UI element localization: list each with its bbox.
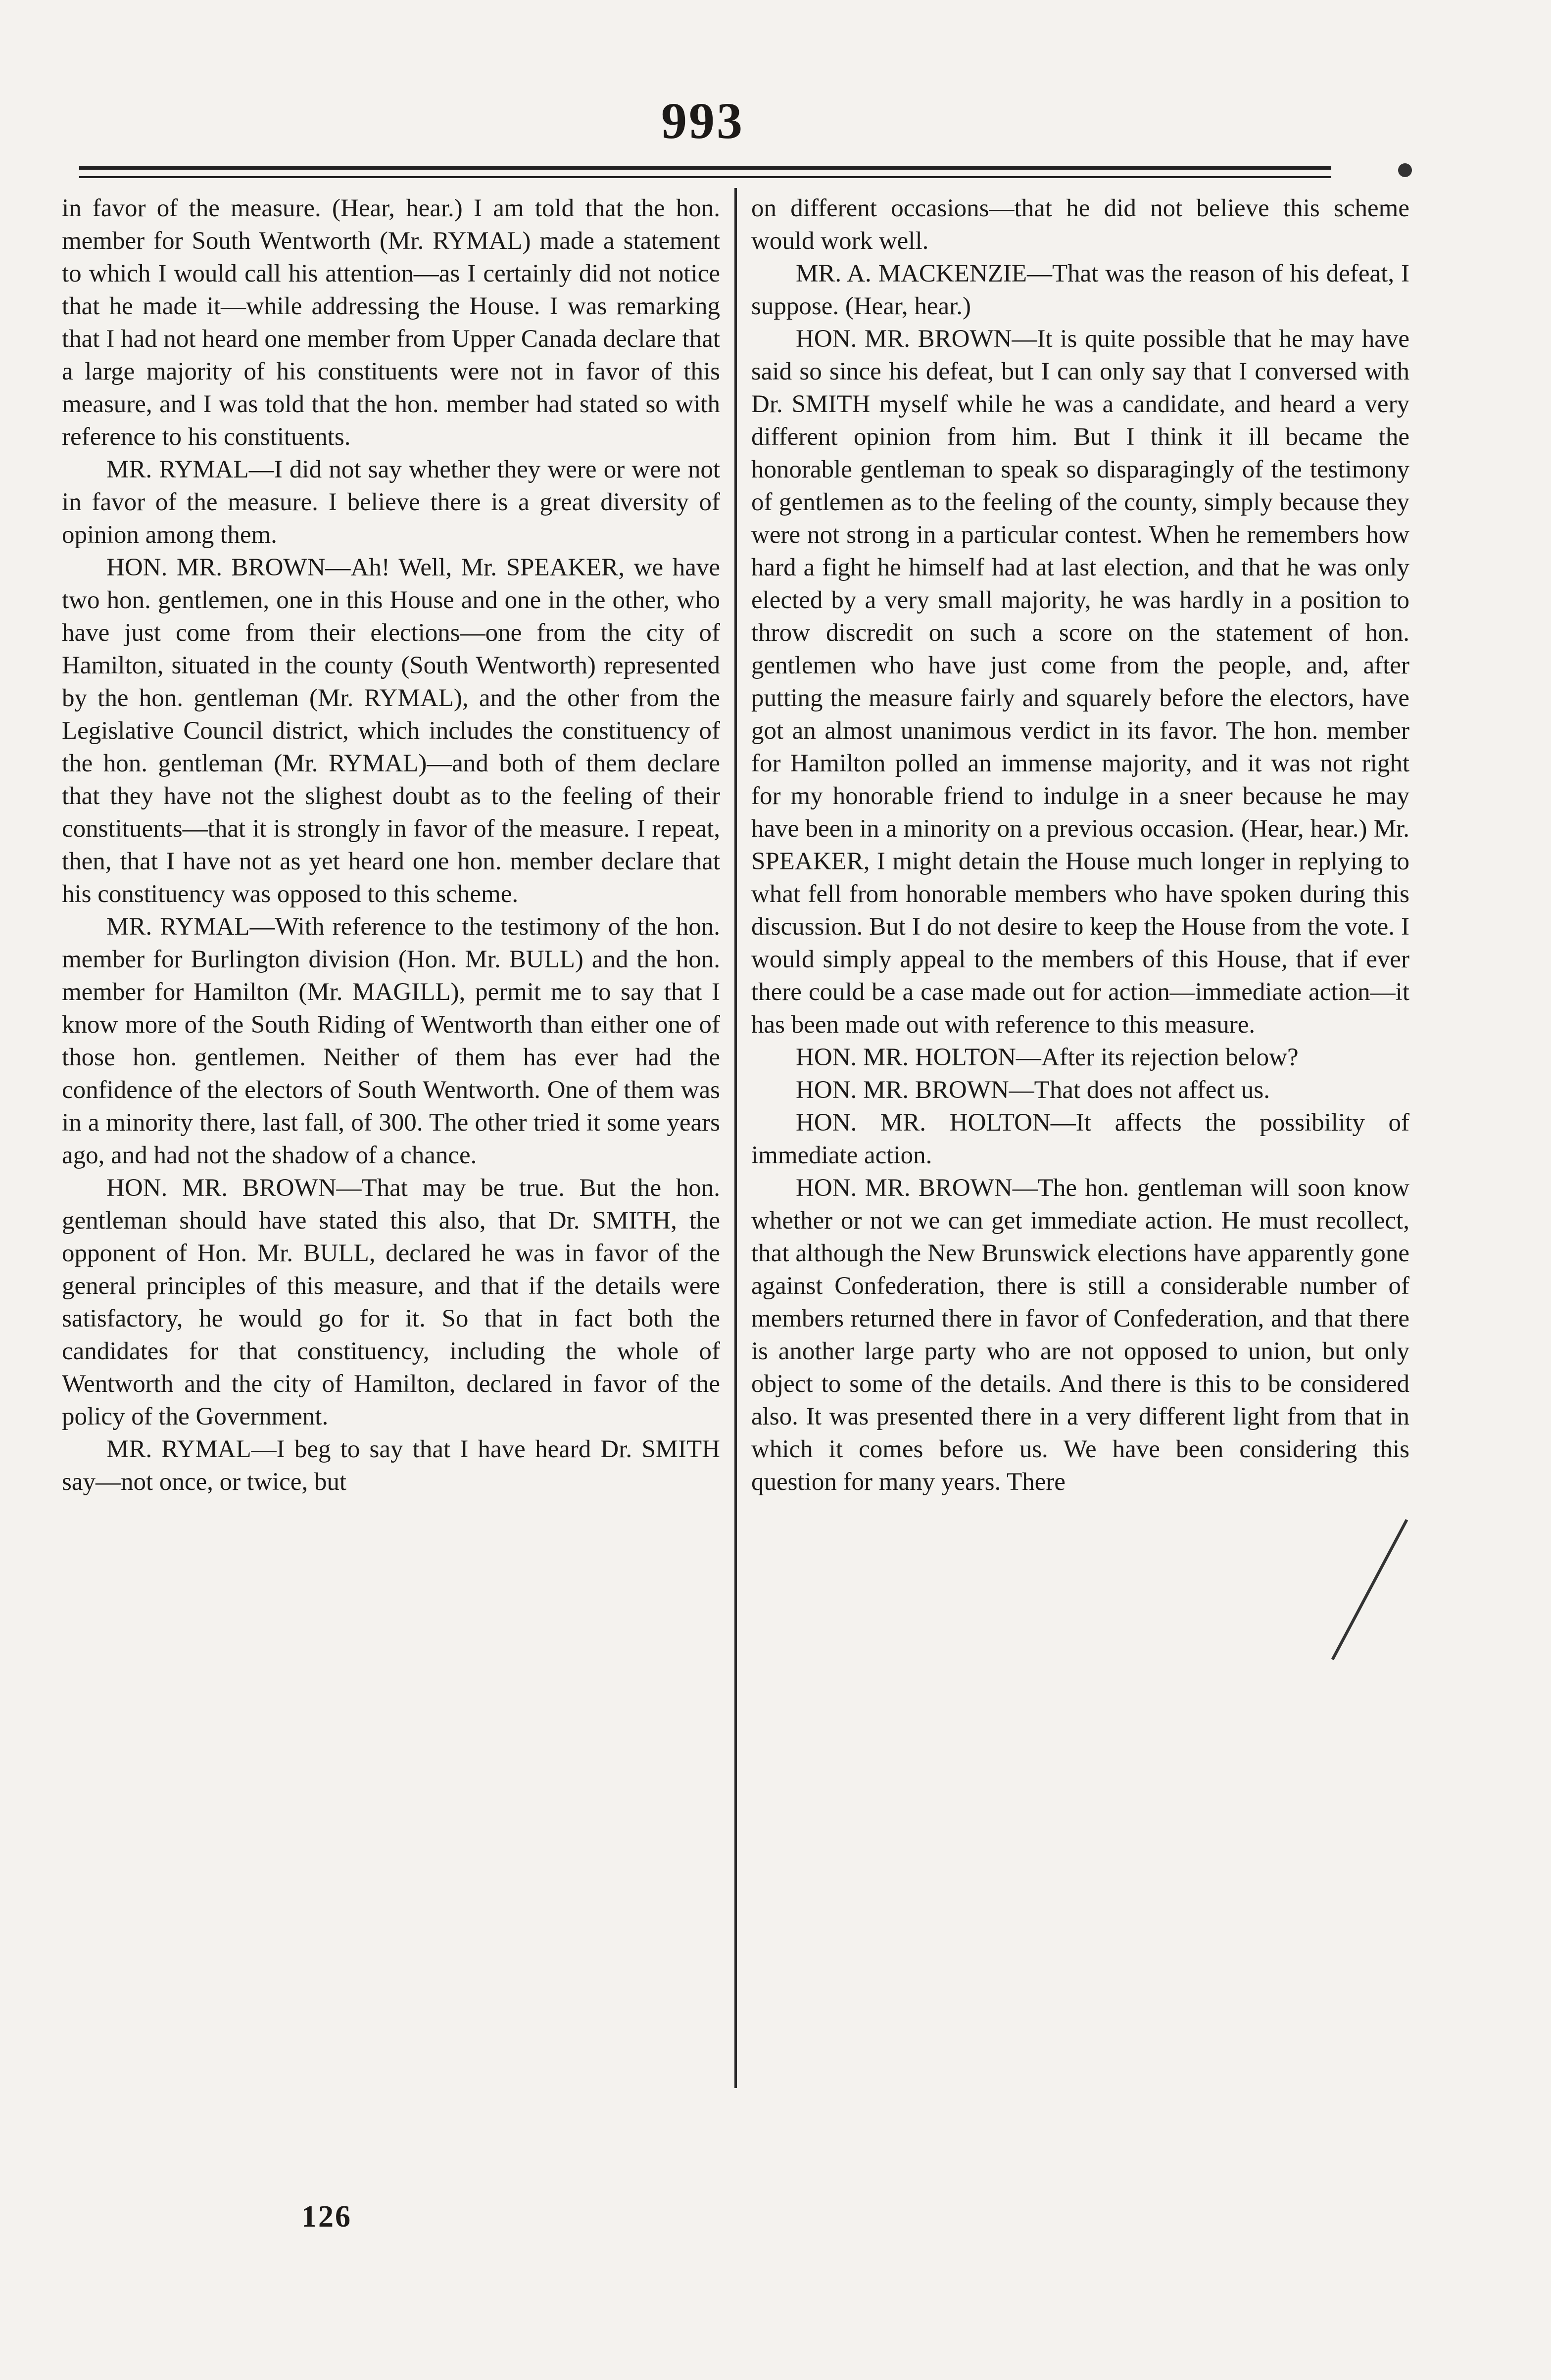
paragraph: in favor of the measure. (Hear, hear.) I am told that the hon. member for South Wentworth (Mr. RYMAL) made a statement to which I would call his attention—as I certainly did not notice that he made it—while addressing the House. I was remarking that I had not heard one member from Upper Canada declare that a large majority of his constituents were not in favor of this measure, and I was told that the hon. member had stated so with reference to his constituents. — [62, 194, 720, 451]
paragraph: MR. RYMAL—With reference to the testimony of the hon. member for Burlington division (Hon. Mr. BULL) and the hon. member for Hamilton (Mr. MAGILL), permit me to say that I know more of the South Riding of Wentworth than either one of those hon. gentlemen. Neither of them has ever had the confidence of the electors of South Wentworth. One of them was in a minority there, last fall, of 300. The other tried it some years ago, and had not the shadow of a chance. — [62, 913, 720, 1169]
paragraph: HON. MR. BROWN—That does not affect us. — [796, 1076, 1270, 1104]
paragraph: HON. MR. BROWN—The hon. gentleman will soon know whether or not we can get immediate action. He must recollect, that although the New Brunswick elections have apparently gone against Confederation, there is still a considerable number of members returned there in favor of Confederation, and that there is another large party who are not opposed to union, but only object to some of the details. And there is this to be considered also. It was presented there in a very different light from that in which it comes before us. We have been considering this question for many years. There — [751, 1174, 1409, 1496]
paragraph: HON. MR. HOLTON—It affects the possibility of immediate action. — [751, 1109, 1409, 1169]
ink-blot — [1398, 163, 1412, 177]
paragraph: MR. RYMAL—I beg to say that I have heard Dr. SMITH say—not once, or twice, but — [62, 1435, 720, 1496]
paragraph: on different occasions—that he did not believe this scheme would work well. — [751, 194, 1409, 255]
left-column — [62, 192, 720, 1498]
paragraph: HON. MR. HOLTON—After its rejection below? — [796, 1044, 1299, 1071]
margin-pen-stroke — [1331, 1519, 1408, 1660]
paragraph: HON. MR. BROWN—That may be true. But the hon. gentleman should have stated this also, that Dr. SMITH, the opponent of Hon. Mr. BULL, declared he was in favor of the general principles of this measure, and that if the details were satisfactory, he would go for it. So that in fact both the candidates for that constituency, including the whole of Wentworth and the city of Hamilton, declared in favor of the policy of the Government. — [62, 1174, 720, 1430]
right-column — [751, 192, 1409, 1498]
header-rule-thin — [79, 176, 1331, 178]
paragraph: HON. MR. BROWN—Ah! Well, Mr. SPEAKER, we have two hon. gentlemen, one in this House and one in the other, who have just come from their elections—one from the city of Hamilton, situated in the county (South Wentworth) represented by the hon. gentleman (Mr. RYMAL), and the other from the Legislative Council district, which includes the constituency of the hon. gentleman (Mr. RYMAL)—and both of them declare that they have not the slighest doubt as to the feeling of their constituents—that it is strongly in favor of the measure. I repeat, then, that I have not as yet heard one hon. member declare that his constituency was opposed to this scheme. — [62, 554, 720, 908]
page-number: 993 — [661, 93, 744, 149]
signature-mark: 126 — [301, 2200, 352, 2234]
paragraph: MR. A. MACKENZIE—That was the reason of his defeat, I suppose. (Hear, hear.) — [751, 260, 1409, 320]
column-divider — [734, 188, 737, 2088]
paragraph: HON. MR. BROWN—It is quite possible that he may have said so since his defeat, but I can only say that I conversed with Dr. SMITH myself while he was a candidate, and heard a very different opinion from him. But I think it ill became the honorable gentleman to speak so disparagingly of the testimony of gentlemen as to the feeling of the county, simply because they were not strong in a particular contest. When he remembers how hard a fight he himself had at last election, and that he was only elected by a very small majority, he was hardly in a position to throw discredit on such a score on the statement of hon. gentlemen who have just come from the people, and, after putting the measure fairly and squarely before the electors, have got an almost unanimous verdict in its favor. The hon. member for Hamilton polled an immense majority, and it was not right for my honorable friend to indulge in a sneer because he may have been in a minority on a previous occasion. (Hear, hear.) Mr. SPEAKER, I might detain the House much longer in replying to what fell from honorable members who have spoken during this discussion. But I do not desire to keep the House from the vote. I would simply appeal to the members of this House, that if ever there could be a case made out for action—immediate action—it has been made out with reference to this measure. — [751, 325, 1409, 1039]
header-rule-thick — [79, 166, 1331, 170]
paragraph: MR. RYMAL—I did not say whether they were or were not in favor of the measure. I believe there is a great diversity of opinion among them. — [62, 456, 720, 549]
